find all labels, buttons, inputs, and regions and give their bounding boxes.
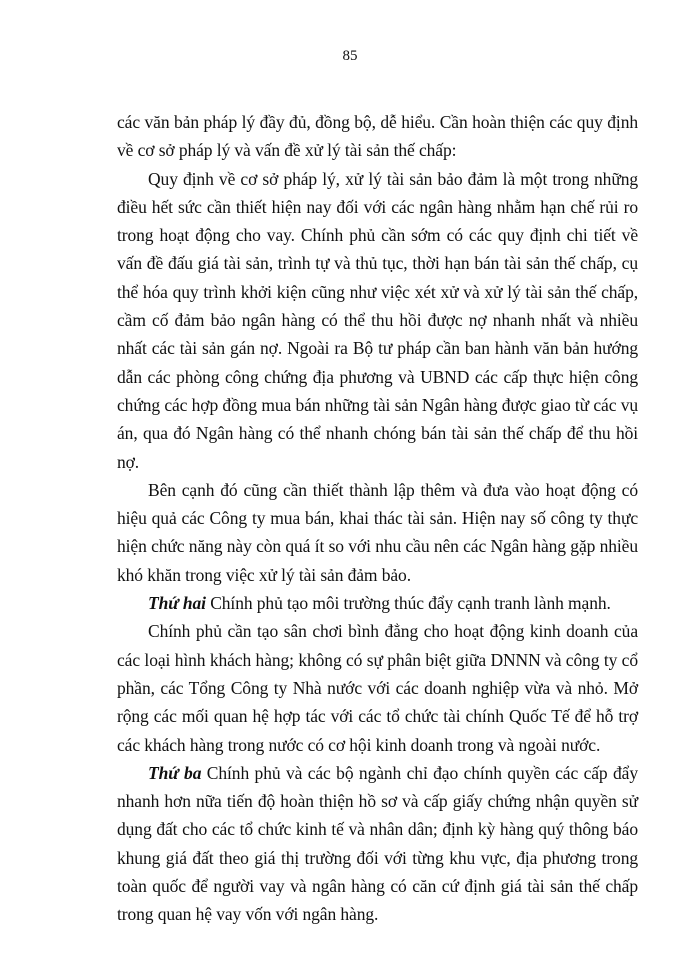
- paragraph-legal-basis: Quy định về cơ sở pháp lý, xử lý tài sản bảo đảm là một trong những điều hết sức cần thiết hiện nay đối với các ngân hàng nhằm hạn chế rủi ro trong hoạt động cho vay. Chính phủ cần sớm có các quy định chi tiết về vấn đề đấu giá tài sản, trình tự và thủ tục, thời hạn bán tài sản thế chấp, cụ thể hóa quy trình khởi kiện cũng như việc xét xử và xử lý tài sản thế chấp, cầm cố đảm bảo ngân hàng có thể thu hồi được nợ nhanh nhất và nhiều nhất các tài sản gán nợ. Ngoài ra Bộ tư pháp cần ban hành văn bản hướng dẫn các phòng công chứng địa phương và UBND các cấp thực hiện công chứng các hợp đồng mua bán những tài sản Ngân hàng được giao từ các vụ án, qua đó Ngân hàng có thể nhanh chóng bán tài sản thế chấp để thu hồi nợ.: [117, 168, 638, 472]
- page-number: 85: [342, 48, 358, 64]
- paragraph-continuation: các văn bản pháp lý đầy đủ, đồng bộ, dễ hiểu. Cần hoàn thiện các quy định về cơ sở pháp lý và vấn đề xử lý tài sản thế chấp:: [117, 112, 638, 161]
- third-point-text: Chính phủ và các bộ ngành chỉ đạo chính quyền các cấp đẩy nhanh hơn nữa tiến độ hoàn thiện hồ sơ và cấp giấy chứng nhận quyền sử dụng đất cho các tổ chức kinh tế và nhân dân; định kỳ hàng quý thông báo khung giá đất theo giá thị trường đối với từng khu vực, địa phương trong toàn quốc để người vay và ngân hàng có căn cứ định giá tài sản thế chấp trong quan hệ vay vốn với ngân hàng.: [117, 762, 638, 925]
- paragraph-level-playing-field: Chính phủ cần tạo sân chơi bình đẳng cho hoạt động kinh doanh của các loại hình khách hàng; không có sự phân biệt giữa DNNN và công ty cổ phần, các Tổng Công ty Nhà nước với các doanh nghiệp vừa và nhỏ. Mở rộng các mối quan hệ hợp tác với các tổ chức tài chính Quốc Tế để hỗ trợ các khách hàng trong nước có cơ hội kinh doanh trong và ngoài nước.: [117, 621, 638, 755]
- second-point-text: Chính phủ tạo môi trường thúc đẩy cạnh tranh lành mạnh.: [205, 593, 611, 614]
- paragraph-asset-companies: Bên cạnh đó cũng cần thiết thành lập thêm và đưa vào hoạt động có hiệu quả các Công ty mua bán, khai thác tài sản. Hiện nay số công ty thực hiện chức năng này còn quá ít so với nhu cầu nên các Ngân hàng gặp nhiều khó khăn trong việc xử lý tài sản đảm bảo.: [117, 479, 638, 585]
- paragraph-third-point: [117, 759, 638, 929]
- third-point-lead: Thứ ba: [148, 762, 202, 783]
- second-point-lead: Thứ hai: [148, 593, 206, 614]
- body-text: [117, 108, 638, 929]
- paragraph-second-point: [117, 589, 638, 617]
